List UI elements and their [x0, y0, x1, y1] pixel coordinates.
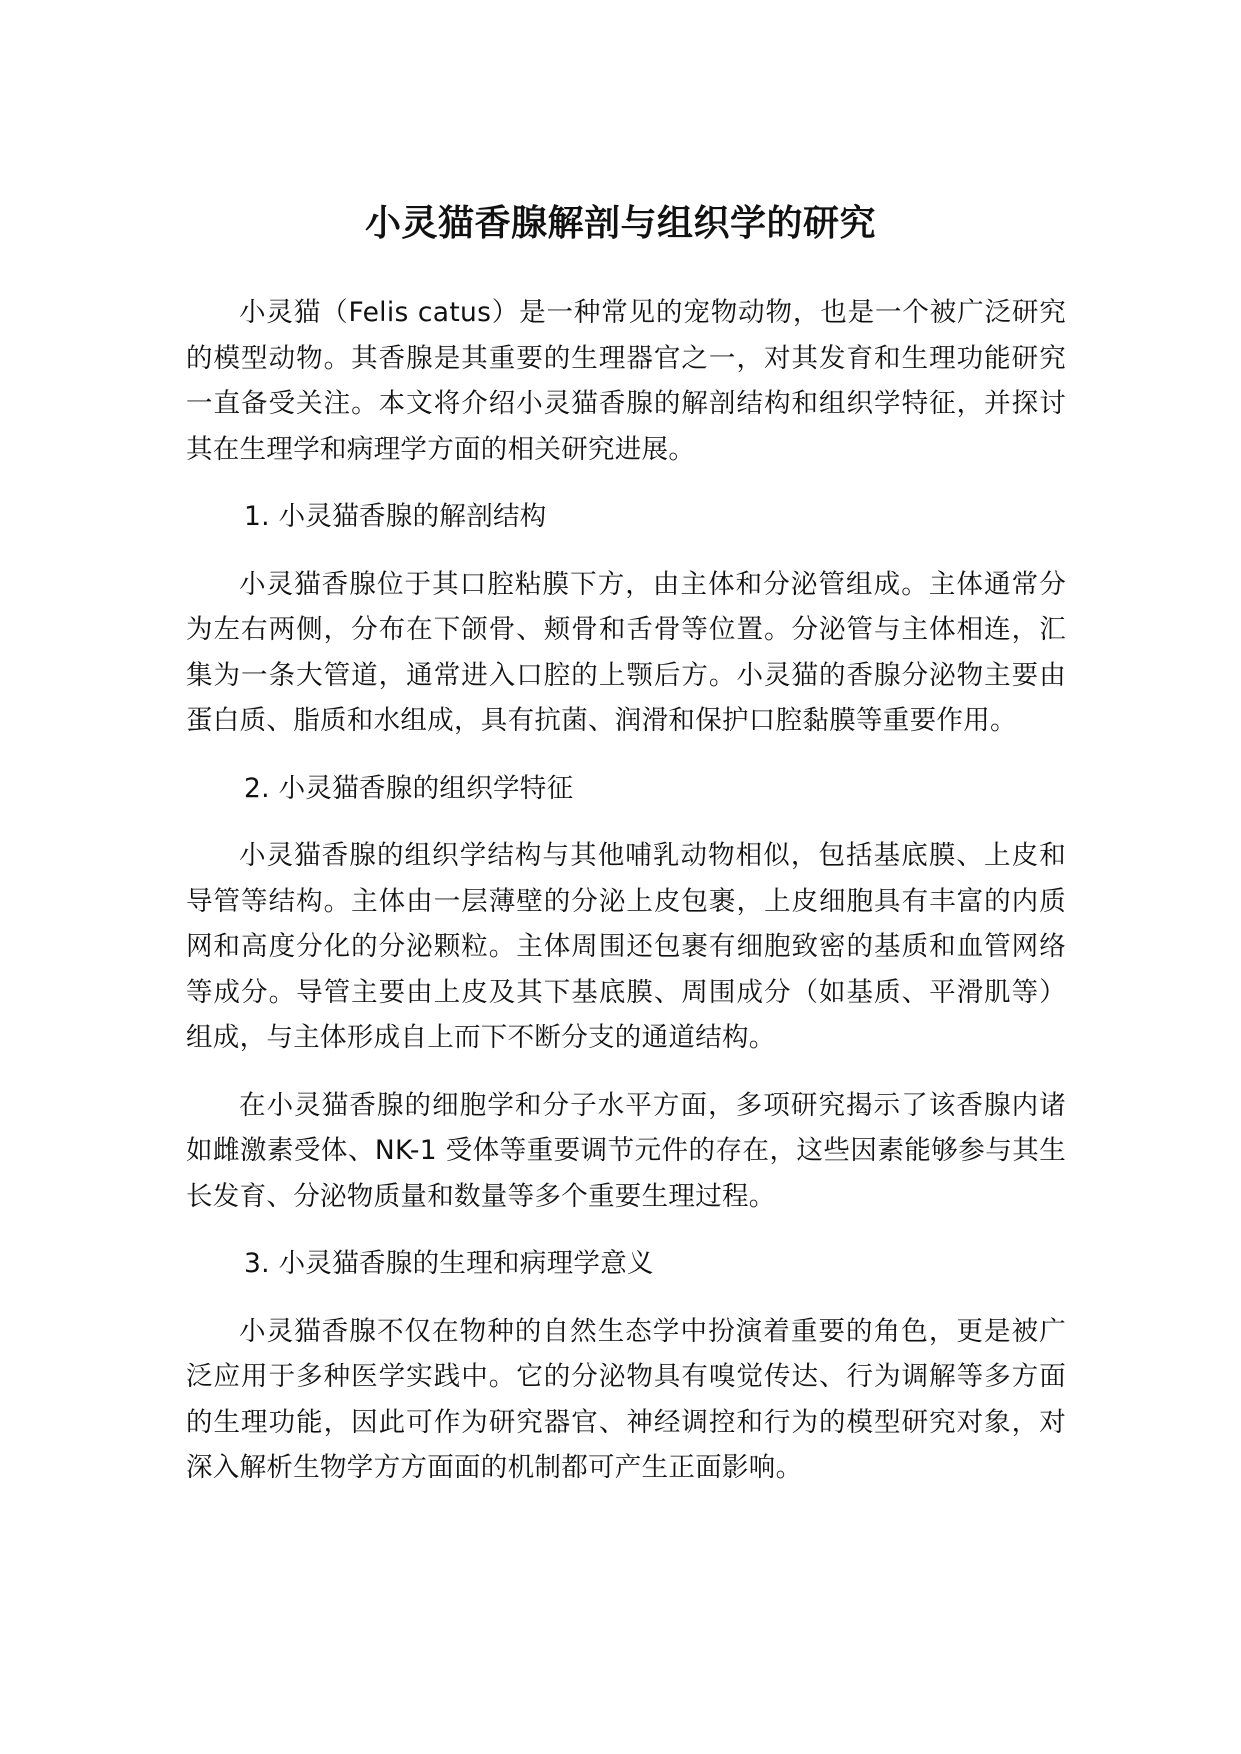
intro-paragraph: 小灵猫（Felis catus）是一种常见的宠物动物，也是一个被广泛研究的模型动物。其香腺是其重要的生理器官之一，对其发育和生理功能研究一直备受关注。本文将介绍小灵猫香腺的解剖结构和组织学特征，并探讨其在生理学和病理学方面的相关研究进展。 — [186, 297, 1066, 465]
section-paragraph: 小灵猫香腺不仅在物种的自然生态学中扮演着重要的角色，更是被广泛应用于多种医学实践中。它的分泌物具有嗅觉传达、行为调解等多方面的生理功能，因此可作为研究器官、神经调控和行为的模型研究对象，对深入解析生物学方方面面的机制都可产生正面影响。 — [186, 1315, 1066, 1483]
section-histology — [186, 766, 1066, 1220]
section-heading: 1. 小灵猫香腺的解剖结构 — [244, 501, 547, 532]
section-anatomy — [186, 494, 1066, 744]
document-body — [186, 290, 1066, 1513]
section-paragraph: 小灵猫香腺位于其口腔粘膜下方，由主体和分泌管组成。主体通常分为左右两侧，分布在下颌骨、颊骨和舌骨等位置。分泌管与主体相连，汇集为一条大管道，通常进入口腔的上颚后方。小灵猫的香腺分泌物主要由蛋白质、脂质和水组成，具有抗菌、润滑和保护口腔黏膜等重要作用。 — [186, 568, 1066, 736]
section-physiology — [186, 1241, 1066, 1491]
section-heading: 3. 小灵猫香腺的生理和病理学意义 — [244, 1248, 654, 1279]
section-paragraph: 小灵猫香腺的组织学结构与其他哺乳动物相似，包括基底膜、上皮和导管等结构。主体由一层薄壁的分泌上皮包裹，上皮细胞具有丰富的内质网和高度分化的分泌颗粒。主体周围还包裹有细胞致密的基质和血管网络等成分。导管主要由上皮及其下基底膜、周围成分（如基质、平滑肌等）组成，与主体形成自上而下不断分支的通道结构。 — [186, 840, 1066, 1053]
section-paragraph: 在小灵猫香腺的细胞学和分子水平方面，多项研究揭示了该香腺内诸如雌激素受体、NK-1 受体等重要调节元件的存在，这些因素能够参与其生长发育、分泌物质量和数量等多个重要生理过程。 — [186, 1089, 1066, 1212]
document-title: 小灵猫香腺解剖与组织学的研究 — [364, 203, 876, 245]
section-heading: 2. 小灵猫香腺的组织学特征 — [244, 772, 574, 804]
